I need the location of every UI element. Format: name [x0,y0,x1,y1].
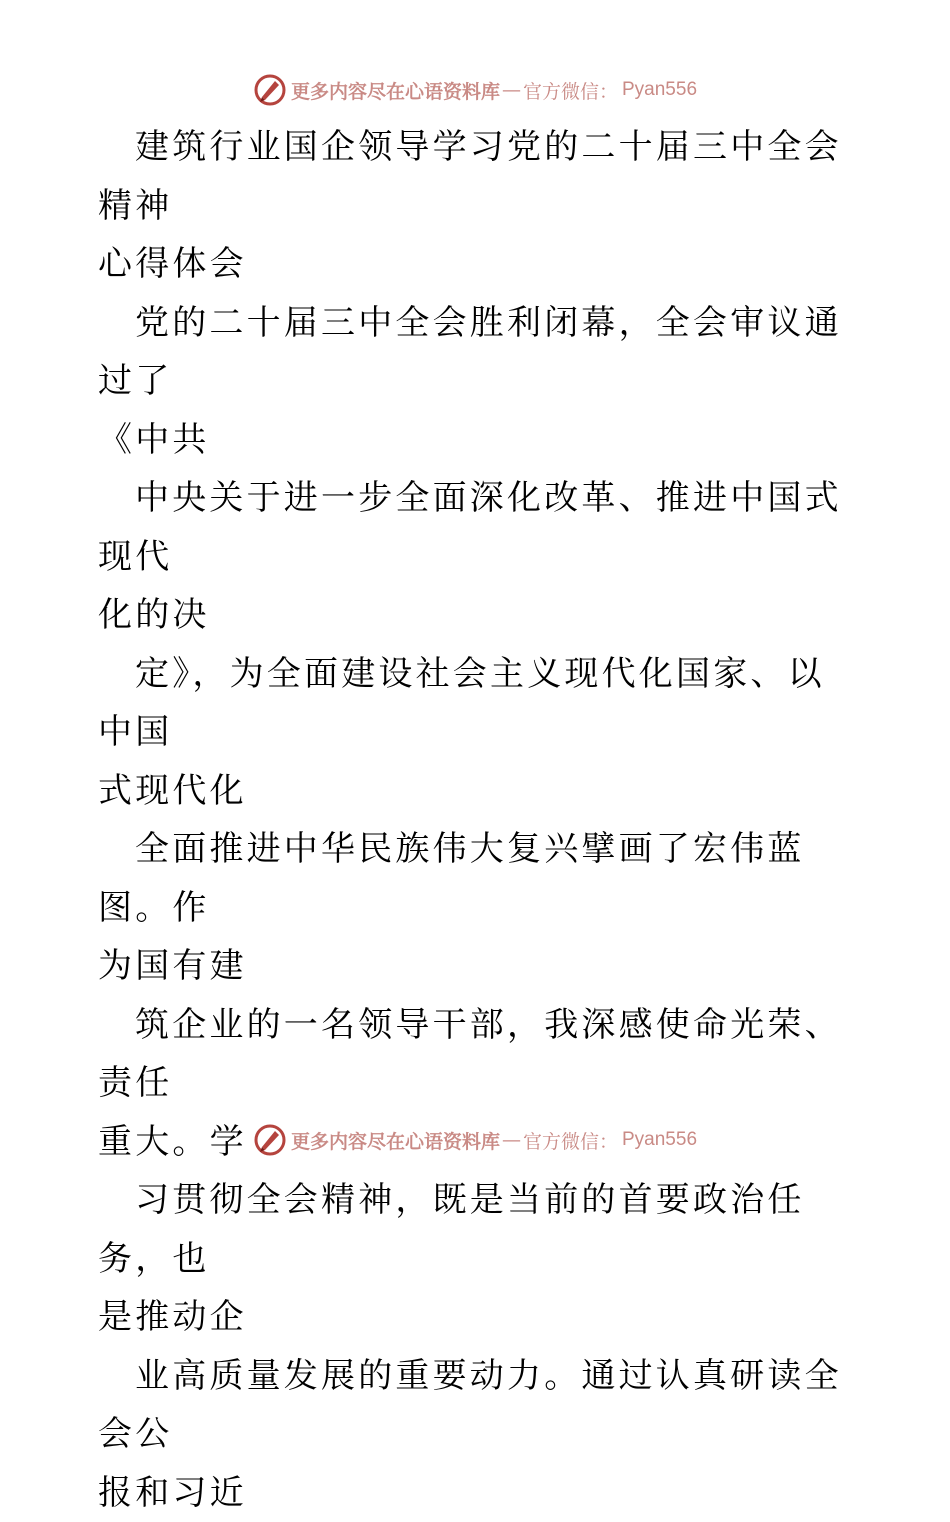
body-line: 业高质量发展的重要动力。通过认真研读全会公 报和习近 [98,1347,858,1522]
pen-nib-logo-icon [253,73,287,107]
body-line: 全面推进中华民族伟大复兴擘画了宏伟蓝图。作 为国有建 [98,820,858,996]
body-line: 党的二十届三中全会胜利闭幕，全会审议通过了 《中共 [98,294,858,470]
footer-dash: — [502,1129,521,1151]
footer-site-text: 更多内容尽在心语资料库 [291,1127,500,1154]
body-line: 习贯彻全会精神，既是当前的首要政治任务，也 是推动企 [98,1171,858,1347]
body-line: 建筑行业国企领导学习党的二十届三中全会精神 心得体会 [98,118,858,294]
footer-banner [0,1120,950,1160]
pen-nib-logo-icon [253,1123,287,1157]
header-dash: — [502,79,521,101]
body-line: 定》，为全面建设社会主义现代化国家、以中国 式现代化 [98,645,858,821]
header-wechat-id: Pyan556 [622,79,697,101]
footer-wechat-id: Pyan556 [622,1129,697,1151]
footer-wechat-label: 官方微信： [523,1127,618,1154]
header-site-text: 更多内容尽在心语资料库 [291,77,500,104]
body-line: 筑企业的一名领导干部，我深感使命光荣、责任 重大。学 [98,996,858,1172]
header-wechat-label: 官方微信： [523,77,618,104]
document-body [98,118,858,1522]
body-line: 中央关于进一步全面深化改革、推进中国式现代 化的决 [98,469,858,645]
header-banner [0,70,950,110]
